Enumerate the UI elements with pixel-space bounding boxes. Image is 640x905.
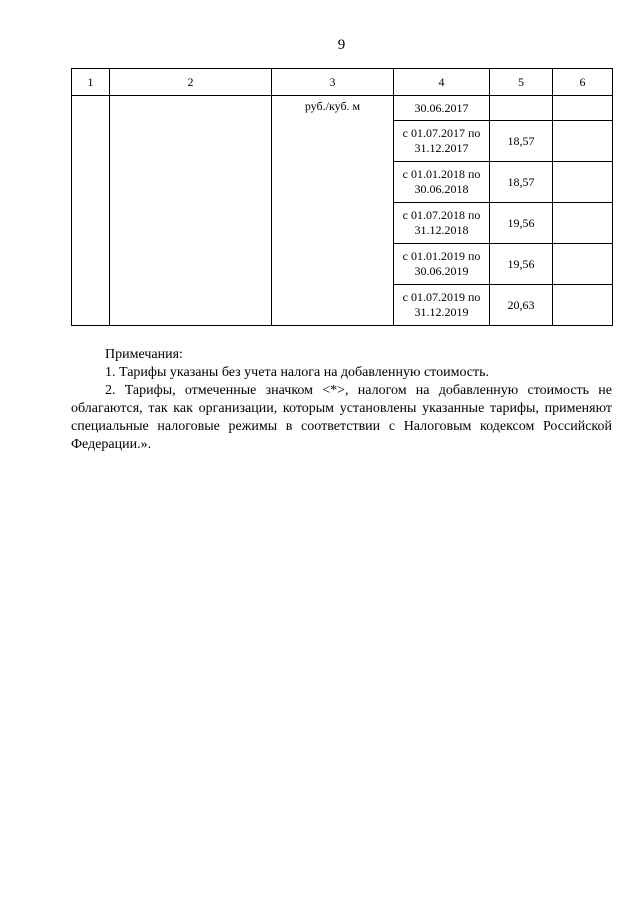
col2-cell [110, 96, 272, 326]
tariff-value-cell [490, 96, 553, 121]
column-header: 5 [490, 69, 553, 96]
period-cell: с 01.01.2018 по 30.06.2018 [394, 162, 490, 203]
column-header: 1 [72, 69, 110, 96]
col1-cell [72, 96, 110, 326]
period-cell: с 01.07.2018 по 31.12.2018 [394, 203, 490, 244]
col6-cell [553, 244, 613, 285]
period-cell: с 01.01.2019 по 30.06.2019 [394, 244, 490, 285]
page-number: 9 [337, 37, 346, 53]
period-cell: с 01.07.2019 по 31.12.2019 [394, 285, 490, 326]
tariff-table [71, 68, 613, 326]
col6-cell [553, 96, 613, 121]
tariff-value-cell: 19,56 [490, 203, 553, 244]
tariff-value-cell: 18,57 [490, 162, 553, 203]
table-header-row [72, 69, 613, 96]
column-header: 3 [272, 69, 394, 96]
period-cell: 30.06.2017 [394, 96, 490, 121]
notes-heading: Примечания: [105, 347, 183, 362]
tariff-value-cell: 20,63 [490, 285, 553, 326]
col6-cell [553, 285, 613, 326]
column-header: 2 [110, 69, 272, 96]
column-header: 6 [553, 69, 613, 96]
tariff-value-cell: 19,56 [490, 244, 553, 285]
period-cell: с 01.07.2017 по 31.12.2017 [394, 121, 490, 162]
note-item: 2. Тарифы, отмеченные значком <*>, налогом на добавленную стоимость не облагаются, так как организации, которым установлены указанные тарифы, применяют специальные налоговые режимы в соответствии с Налоговым кодексом Российской Федерации.». [71, 383, 612, 452]
col6-cell [553, 203, 613, 244]
table-row [72, 96, 613, 121]
col6-cell [553, 162, 613, 203]
tariff-value-cell: 18,57 [490, 121, 553, 162]
notes-section [71, 346, 612, 454]
col6-cell [553, 121, 613, 162]
unit-cell: руб./куб. м [272, 96, 394, 326]
note-item: 1. Тарифы указаны без учета налога на добавленную стоимость. [105, 365, 490, 380]
column-header: 4 [394, 69, 490, 96]
